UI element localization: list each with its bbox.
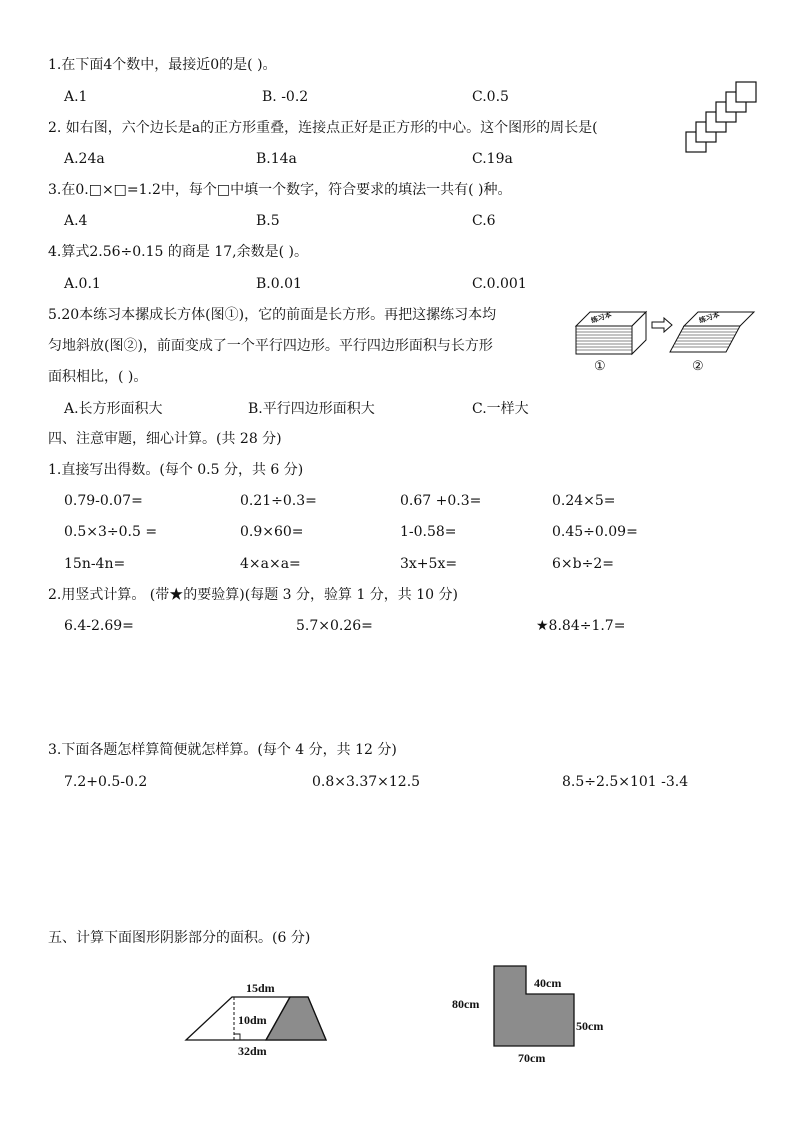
section5-heading: 五、计算下面图形阴影部分的面积。(6 分) (48, 930, 311, 946)
q3-option-b: B.5 (256, 213, 280, 229)
calc-item: 15n-4n= (64, 556, 126, 572)
calc-item: 4×a×a= (240, 556, 301, 572)
q2-option-b: B.14a (256, 151, 297, 167)
simplify-item: 0.8×3.37×12.5 (312, 774, 421, 790)
q3-stem: 3.在0.□×□=1.2中，每个□中填一个数字，符合要求的填法一共有( )种。 (48, 182, 512, 198)
book-label-1: 练习本 (590, 310, 613, 325)
q4-stem: 4.算式2.56÷0.15 的商是 17,余数是( )。 (48, 244, 308, 260)
lshape-label-70cm: 70cm (518, 1051, 546, 1065)
q4-option-b: B.0.01 (256, 276, 302, 292)
q3-option-a: A.4 (64, 213, 88, 229)
simplify-item: 7.2+0.5-0.2 (64, 774, 148, 790)
trapezoid-height-label: 10dm (238, 1013, 267, 1027)
calc-item: 6×b÷2= (552, 556, 614, 572)
calc-item: 0.45÷0.09= (552, 524, 638, 540)
q5-stem-line-1: 5.20本练习本摞成长方体(图①)，它的前面是长方形。再把这摞练习本均 (48, 307, 497, 323)
figure-label-1: ① (594, 358, 606, 373)
calc-item: 0.5×3÷0.5 = (64, 524, 158, 540)
overlapping-squares-figure (682, 80, 762, 160)
section4-p3-title: 3.下面各题怎样算简便就怎样算。(每个 4 分，共 12 分) (48, 742, 397, 758)
q4-option-a: A.0.1 (64, 276, 101, 292)
q5-stem-line-2: 匀地斜放(图②)，前面变成了一个平行四边形。平行四边形面积与长方形 (48, 338, 493, 354)
q1-stem: 1.在下面4个数中，最接近0的是( )。 (48, 57, 277, 73)
vertical-calc-item: ★8.84÷1.7= (536, 618, 626, 634)
q3-option-c: C.6 (472, 213, 496, 229)
lshape-label-50cm: 50cm (576, 1019, 604, 1033)
calc-item: 0.21÷0.3= (240, 493, 317, 509)
figure-label-2: ② (692, 358, 704, 373)
trapezoid-bottom-label: 32dm (238, 1044, 267, 1058)
q2-stem: 2. 如右图，六个边长是a的正方形重叠，连接点正好是正方形的中心。这个图形的周长是( (48, 120, 598, 136)
q1-option-b: B. -0.2 (262, 89, 309, 105)
l-shape-figure (450, 962, 616, 1070)
calc-item: 1-0.58= (400, 524, 457, 540)
q5-option-a: A.长方形面积大 (64, 401, 163, 417)
trapezoid-top-label: 15dm (246, 981, 275, 995)
calc-item: 0.79-0.07= (64, 493, 143, 509)
vertical-calc-item: 5.7×0.26= (296, 618, 373, 634)
q2-option-a: A.24a (64, 151, 105, 167)
calc-item: 0.24×5= (552, 493, 616, 509)
calc-item: 0.67 +0.3= (400, 493, 482, 509)
calc-item: 0.9×60= (240, 524, 304, 540)
q5-option-b: B.平行四边形面积大 (248, 401, 375, 417)
book-label-2: 练习本 (698, 310, 721, 325)
lshape-label-40cm: 40cm (534, 976, 562, 990)
lshape-label-80cm: 80cm (452, 997, 480, 1011)
q1-option-c: C.0.5 (472, 89, 509, 105)
vertical-calc-item: 6.4-2.69= (64, 618, 134, 634)
book-stack-figure (570, 304, 756, 376)
simplify-item: 8.5÷2.5×101 -3.4 (562, 774, 689, 790)
section4-heading: 四、注意审题，细心计算。(共 28 分) (48, 431, 282, 447)
calc-item: 3x+5x= (400, 556, 458, 572)
section4-p1-title: 1.直接写出得数。(每个 0.5 分，共 6 分) (48, 462, 304, 478)
trapezoid-figure (180, 978, 330, 1060)
q5-option-c: C.一样大 (472, 401, 529, 417)
q4-option-c: C.0.001 (472, 276, 527, 292)
section4-p2-title: 2.用竖式计算。 (带★的要验算)(每题 3 分，验算 1 分，共 10 分) (48, 587, 458, 603)
q5-stem-line-3: 面积相比，( )。 (48, 369, 148, 385)
q1-option-a: A.1 (64, 89, 88, 105)
q2-option-c: C.19a (472, 151, 513, 167)
